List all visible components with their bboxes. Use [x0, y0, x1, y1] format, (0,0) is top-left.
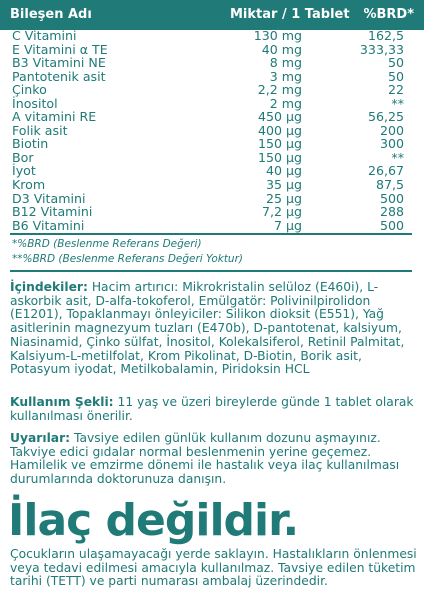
row-brd: 300	[379, 136, 404, 152]
row-name: B12 Vitamini	[12, 204, 93, 220]
table-row	[0, 219, 424, 233]
row-amount: 3 mg	[269, 68, 302, 84]
row-name: B3 Vitamini NE	[12, 55, 106, 71]
row-name: Biotin	[12, 136, 49, 152]
row-name: İnositol	[12, 95, 58, 111]
footer-text: Çocukların ulaşamayacağı yerde saklayın. Hastalıkların önlenmesi veya tedavi edilmesi amacıyla kullanılmaz. Tavsiye edilen tüketim tarihi (TETT) ve parti numarası ambalaj üzerindedir.	[10, 547, 417, 589]
row-name: İyot	[12, 163, 36, 179]
warnings-label: Uyarılar:	[10, 431, 71, 445]
row-amount: 150 µg	[257, 136, 302, 152]
brd-note: *%BRD (Beslenme Referans Değeri)	[12, 238, 202, 250]
table-divider	[10, 233, 412, 235]
row-brd: **	[391, 95, 404, 111]
row-name: Folik asit	[12, 122, 68, 138]
ingredients-text: Hacim artırıcı: Mikrokristalin selüloz (E460i), L-askorbik asit, D-alfa-tokoferol, Emülgatör: Polivinilpirolidon (E1201), Topaklanmayı önleyiciler: Silikon dioksit (E551), Yağ asitlerinin magnezyum tuzları (E470b), D-pantotenat, kalsiyum, Niasinamid, Çinko sülfat, İnositol, Kolekalsiferol, Retinil Palmitat, Kalsiyum-L-metilfolat, Krom Pikolinat, D-Biotin, Borik asit, Potasyum iyodat, Metilkobalamin, Piridoksin HCL	[10, 280, 405, 377]
row-brd: 87,5	[375, 177, 404, 193]
row-brd: 333,33	[359, 41, 404, 57]
row-amount: 130 mg	[253, 28, 302, 43]
usage-section	[10, 396, 420, 423]
row-brd: 162,5	[367, 28, 404, 43]
row-amount: 150 µg	[257, 149, 302, 165]
table-row	[0, 110, 424, 124]
row-brd: 500	[379, 217, 404, 233]
not-medicine-heading: İlaç değildir.	[8, 495, 299, 546]
table-row	[0, 43, 424, 57]
header-name: Bileşen Adı	[10, 7, 92, 22]
table-row	[0, 29, 424, 43]
row-name: Çinko	[12, 82, 47, 98]
row-brd: 50	[387, 68, 404, 84]
row-amount: 40 µg	[265, 163, 302, 179]
table-row	[0, 178, 424, 192]
table-row	[0, 83, 424, 97]
ingredients-label: İçindekiler:	[10, 280, 88, 294]
row-brd: 288	[379, 204, 404, 220]
row-name: A vitamini RE	[12, 109, 97, 125]
usage-text: 11 yaş ve üzeri bireylerde günde 1 tablet olarak kullanılması önerilir.	[10, 395, 414, 423]
table-row	[0, 70, 424, 84]
row-brd: 56,25	[367, 109, 404, 125]
row-name: B6 Vitamini	[12, 217, 85, 233]
row-name: Krom	[12, 177, 46, 193]
row-brd: 22	[387, 82, 404, 98]
row-name: D3 Vitamini	[12, 190, 86, 206]
brd-missing-note: **%BRD (Beslenme Referans Değeri Yoktur)	[12, 253, 244, 265]
row-amount: 35 µg	[265, 177, 302, 193]
table-row	[0, 97, 424, 111]
row-amount: 450 µg	[257, 109, 302, 125]
table-header	[0, 0, 424, 30]
table-row	[0, 164, 424, 178]
row-name: C Vitamini	[12, 28, 77, 43]
row-amount: 2 mg	[269, 95, 302, 111]
table-row	[0, 137, 424, 151]
row-amount: 7 µg	[273, 217, 302, 233]
row-amount: 7,2 µg	[261, 204, 302, 220]
header-brd: %BRD*	[363, 7, 414, 22]
table-row	[0, 124, 424, 138]
notes-divider	[10, 270, 412, 272]
warnings-text: Tavsiye edilen günlük kullanım dozunu aşmayınız. Takviye edici gıdalar normal beslenmenin yerine geçemez. Hamilelik ve emzirme dönemi ile hastalık veya ilaç kullanılması durumlarında doktorunuza danışın.	[10, 431, 400, 487]
ingredients-section	[10, 281, 420, 377]
warnings-section	[10, 432, 420, 487]
row-brd: **	[391, 149, 404, 165]
row-amount: 25 µg	[265, 190, 302, 206]
usage-label: Kullanım Şekli:	[10, 395, 114, 409]
row-brd: 500	[379, 190, 404, 206]
row-brd: 50	[387, 55, 404, 71]
table-row	[0, 56, 424, 70]
row-name: Bor	[12, 149, 34, 165]
row-amount: 40 mg	[261, 41, 302, 57]
table-row	[0, 192, 424, 206]
table-row	[0, 205, 424, 219]
row-name: E Vitamini α TE	[12, 41, 108, 57]
row-amount: 2,2 mg	[257, 82, 302, 98]
row-brd: 26,67	[367, 163, 404, 179]
row-amount: 400 µg	[257, 122, 302, 138]
row-amount: 8 mg	[269, 55, 302, 71]
row-brd: 200	[379, 122, 404, 138]
table-row	[0, 151, 424, 165]
nutrient-table	[0, 29, 424, 232]
row-name: Pantotenik asit	[12, 68, 106, 84]
header-amount: Miktar / 1 Tablet	[230, 7, 350, 22]
